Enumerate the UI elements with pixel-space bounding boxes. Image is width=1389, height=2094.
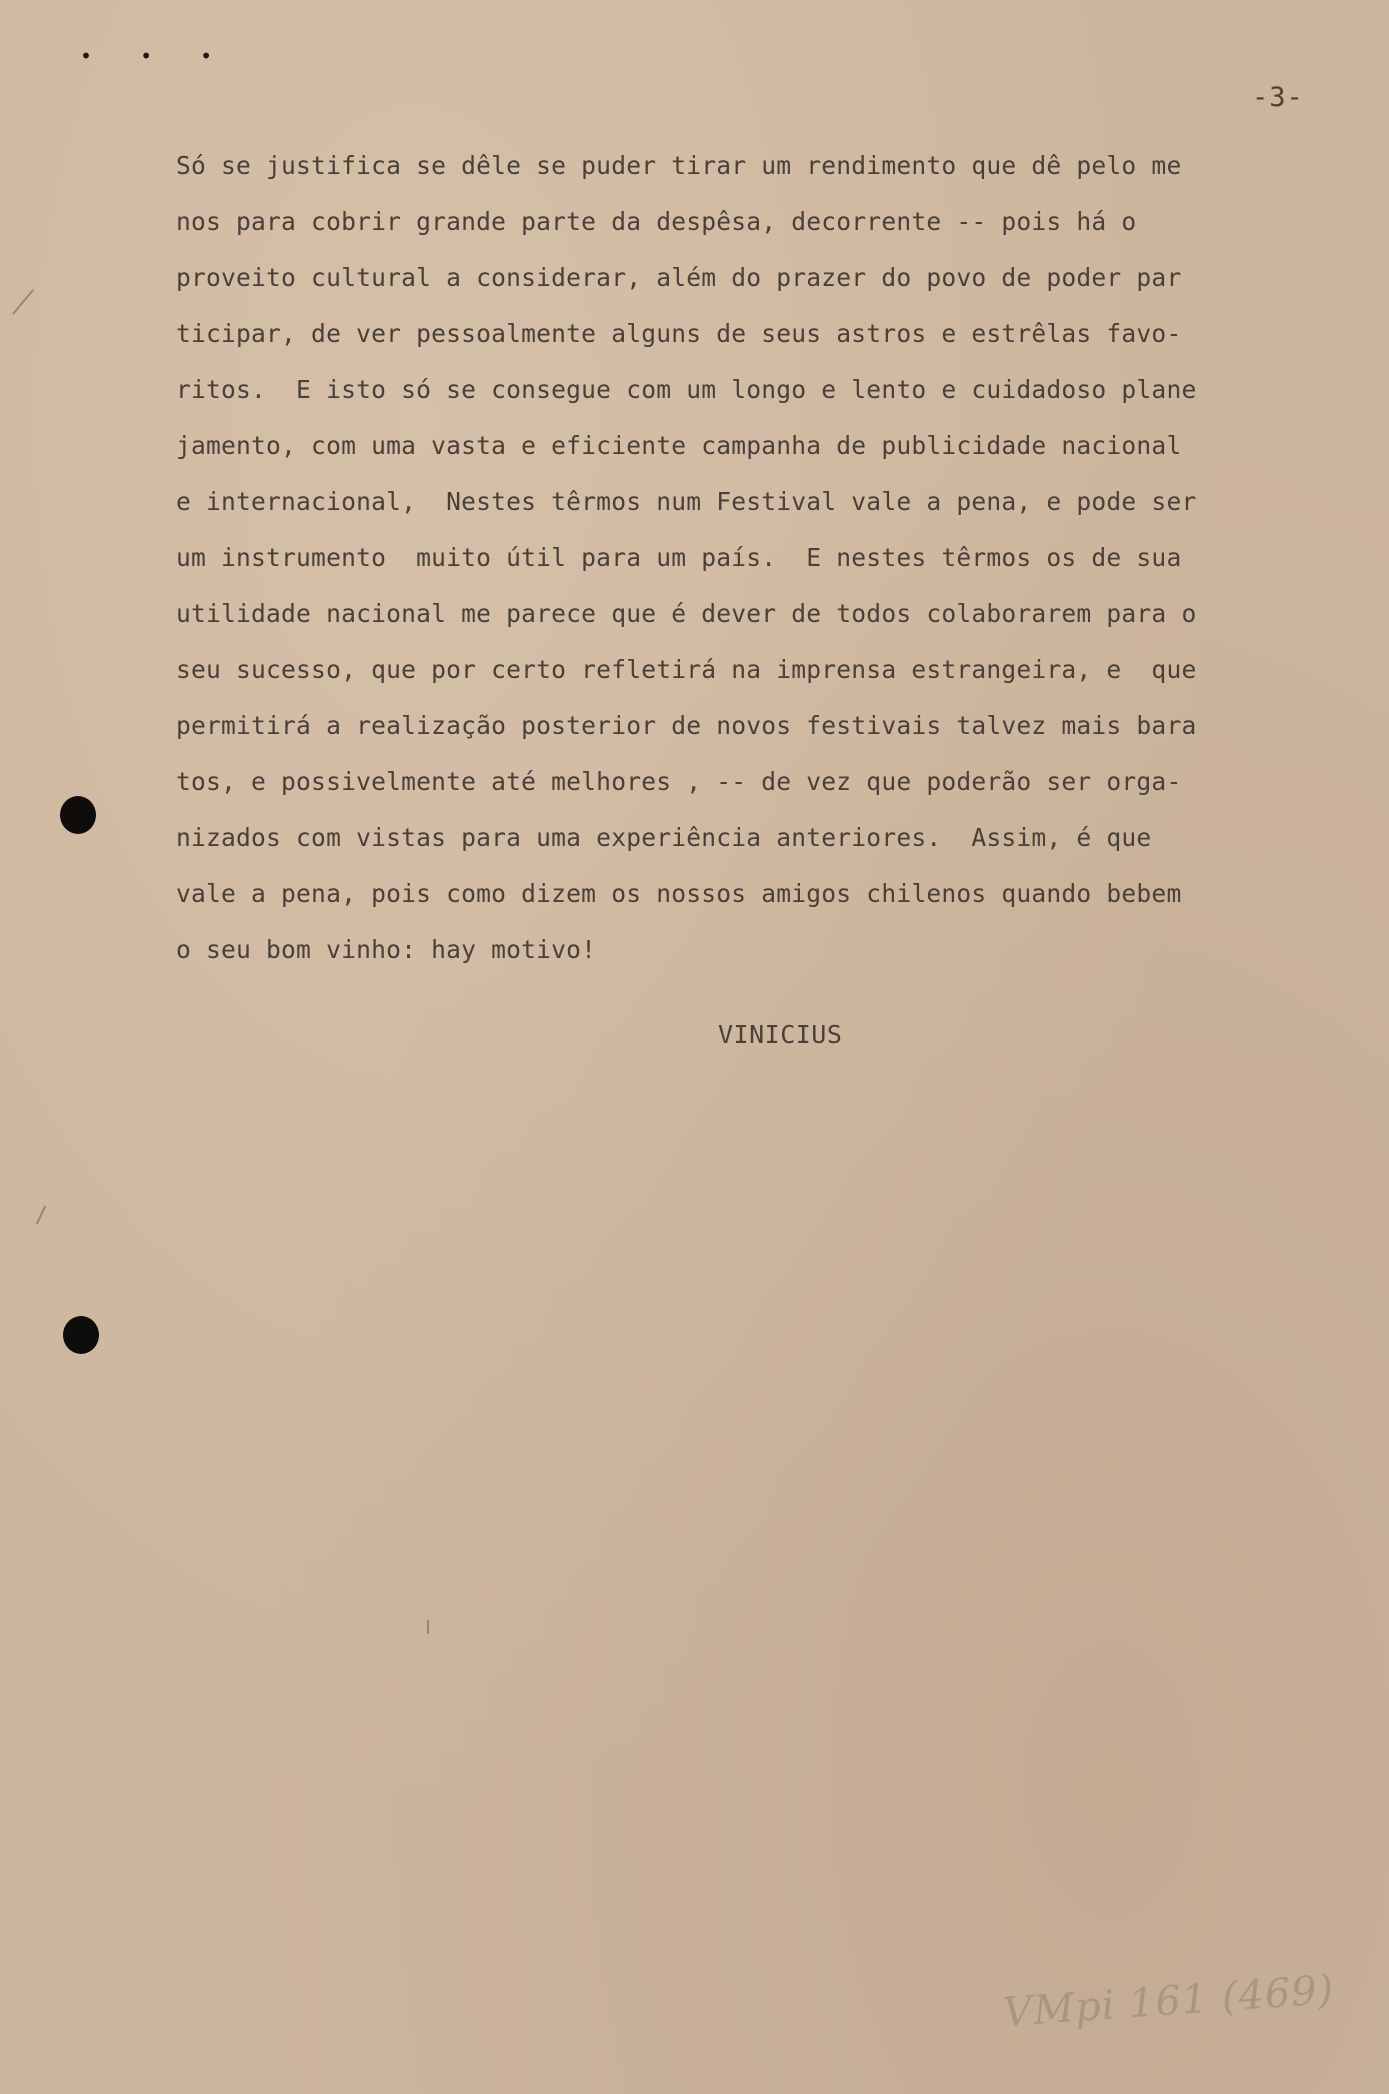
text-line-1: Só se justifica se dêle se puder tirar um rendimento que dê pelo me: [176, 151, 1182, 180]
paper-mark: [12, 289, 34, 315]
text-line-4: ticipar, de ver pessoalmente alguns de seus astros e estrêlas favo-: [176, 319, 1182, 348]
text-line-12: tos, e possivelmente até melhores , -- de vez que poderão ser orga-: [176, 767, 1182, 796]
punch-hole-lower: [63, 1316, 99, 1354]
text-line-6: jamento, com uma vasta e eficiente campanha de publicidade nacional: [176, 431, 1182, 460]
page-number: -3-: [1252, 82, 1304, 113]
archive-reference-handwritten: VMpi 161 (469): [1001, 1966, 1336, 2036]
signature: VINICIUS: [718, 1020, 843, 1049]
punch-hole-upper: [60, 796, 96, 834]
text-line-13: nizados com vistas para uma experiência anteriores. Assim, é que: [176, 823, 1152, 852]
text-line-3: proveito cultural a considerar, além do prazer do povo de poder par: [176, 263, 1182, 292]
text-line-15: o seu bom vinho: hay motivo!: [176, 935, 597, 964]
text-line-2: nos para cobrir grande parte da despêsa, decorrente -- pois há o: [176, 207, 1137, 236]
text-line-9: utilidade nacional me parece que é dever de todos colaborarem para o: [176, 599, 1197, 628]
text-line-8: um instrumento muito útil para um país. E nestes têrmos os de sua: [176, 543, 1182, 572]
text-line-5: ritos. E isto só se consegue com um longo e lento e cuidadoso plane: [176, 375, 1197, 404]
ink-specks: • • •: [80, 44, 231, 68]
text-line-10: seu sucesso, que por certo refletirá na imprensa estrangeira, e que: [176, 655, 1197, 684]
text-line-14: vale a pena, pois como dizem os nossos amigos chilenos quando bebem: [176, 879, 1182, 908]
text-line-7: e internacional, Nestes têrmos num Festival vale a pena, e pode ser: [176, 487, 1197, 516]
text-line-11: permitirá a realização posterior de novos festivais talvez mais bara: [176, 711, 1197, 740]
paper-mark: [427, 1620, 429, 1634]
typed-body-text: [176, 138, 1336, 978]
paper-mark: [36, 1206, 46, 1225]
